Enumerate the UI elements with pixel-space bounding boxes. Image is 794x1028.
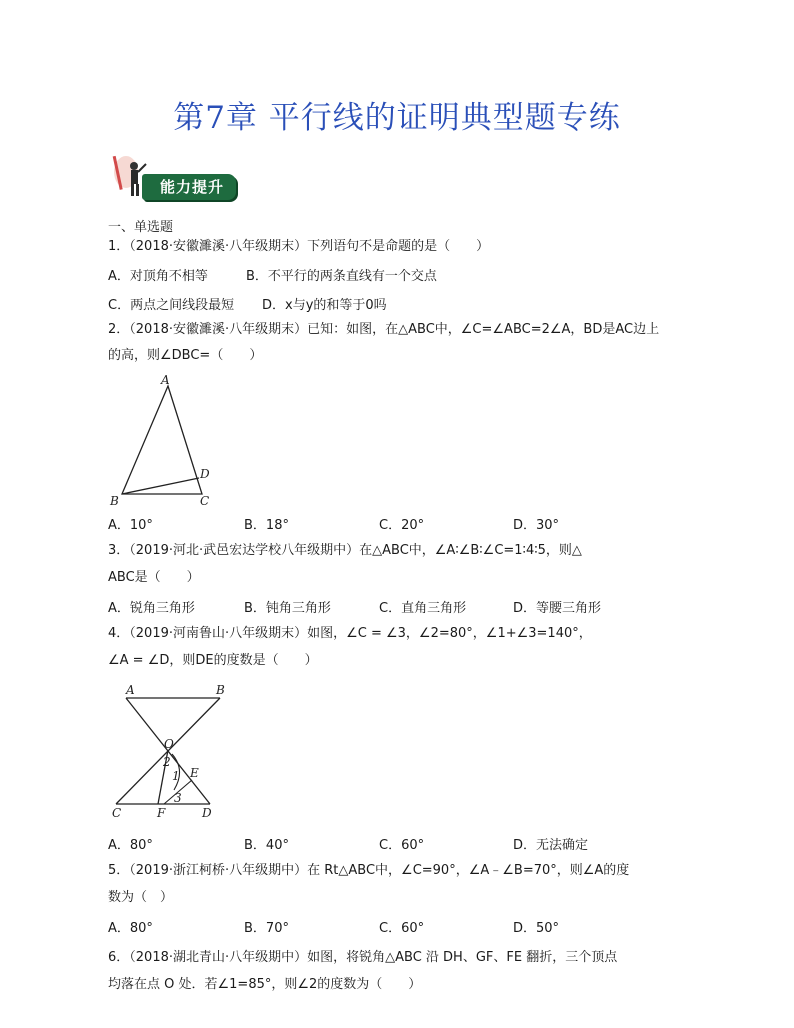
q2-label-c: C: [200, 494, 210, 508]
q1-stem: 1．（2018·安徽濉溪·八年级期末）下列语句不是命题的是（ ）: [108, 239, 490, 254]
q2-option-d: D．30°: [513, 518, 560, 533]
q4-option-c: C．60°: [379, 838, 425, 853]
q4-label-o: O: [164, 737, 174, 751]
q4-stem-line2: ∠A = ∠D，则DE的度数是（ ）: [108, 653, 318, 668]
q4-option-d: D．无法确定: [513, 838, 589, 853]
q3-stem-line2: ABC是（ ）: [108, 570, 200, 585]
q5-option-c: C．60°: [379, 921, 425, 936]
q2-option-c: C．20°: [379, 518, 425, 533]
q1-option-a: A．对顶角不相等: [108, 269, 208, 284]
q4-label-c: C: [112, 806, 122, 820]
q3-option-b: B．钝角三角形: [244, 601, 331, 616]
q1-option-b: B．不平行的两条直线有一个交点: [246, 269, 437, 284]
q4-label-angle1: 1: [172, 769, 180, 783]
q2-label-d: D: [200, 467, 210, 481]
q3-option-c: C．直角三角形: [379, 601, 467, 616]
q4-label-e: E: [190, 766, 199, 780]
q6-stem-line1: 6．（2018·湖北青山·八年级期中）如图，将锐角△ABC 沿 DH、GF、FE 翻折，三个顶点: [108, 950, 618, 965]
q4-option-a: A．80°: [108, 838, 153, 853]
q2-option-a: A．10°: [108, 518, 153, 533]
q5-stem-line1: 5．（2019·浙江柯桥·八年级期中）在 Rt△ABC中，∠C=90°，∠A﹣∠B=70°，则∠A的度: [108, 863, 630, 878]
q1-option-d: D．x与y的和等于0吗: [262, 298, 387, 313]
q2-label-b: B: [110, 494, 119, 508]
ability-badge: [112, 152, 240, 208]
q2-triangle-figure: [104, 372, 224, 512]
q6-stem-line2: 均落在点 O 处．若∠1=85°，则∠2的度数为（ ）: [108, 977, 422, 992]
q2-stem-line2: 的高，则∠DBC=（ ）: [108, 348, 263, 363]
q4-label-angle3: 3: [174, 791, 182, 805]
q5-stem-line2: 数为（ ）: [108, 890, 174, 905]
q2-stem-line1: 2．（2018·安徽濉溪·八年级期末）已知：如图，在△ABC中，∠C=∠ABC=2∠A，BD是AC边上: [108, 322, 660, 337]
q3-option-d: D．等腰三角形: [513, 601, 602, 616]
q4-label-a: A: [126, 683, 135, 697]
q2-option-b: B．18°: [244, 518, 289, 533]
section-heading: 一、单选题: [108, 220, 174, 235]
q2-label-a: A: [161, 373, 170, 387]
q4-label-d: D: [202, 806, 212, 820]
q4-label-angle2: 2: [163, 755, 171, 769]
q3-stem-line1: 3．（2019·河北·武邑宏达学校八年级期中）在△ABC中，∠A∶∠B∶∠C=1∶4∶5，则△: [108, 543, 582, 558]
q4-label-f: F: [157, 806, 166, 820]
badge-label: 能力提升: [160, 178, 225, 196]
page-title: 第7章 平行线的证明典型题专练: [173, 100, 621, 136]
q4-figure: [108, 680, 228, 822]
q1-option-c: C．两点之间线段最短: [108, 298, 235, 313]
q4-stem-line1: 4．（2019·河南鲁山·八年级期末）如图，∠C = ∠3，∠2=80°，∠1+∠3=140°，: [108, 626, 592, 641]
q3-option-a: A．锐角三角形: [108, 601, 195, 616]
q4-option-b: B．40°: [244, 838, 289, 853]
q5-option-b: B．70°: [244, 921, 289, 936]
q5-option-a: A．80°: [108, 921, 153, 936]
q4-label-b: B: [216, 683, 225, 697]
badge-bar: [142, 174, 236, 200]
q5-option-d: D．50°: [513, 921, 560, 936]
